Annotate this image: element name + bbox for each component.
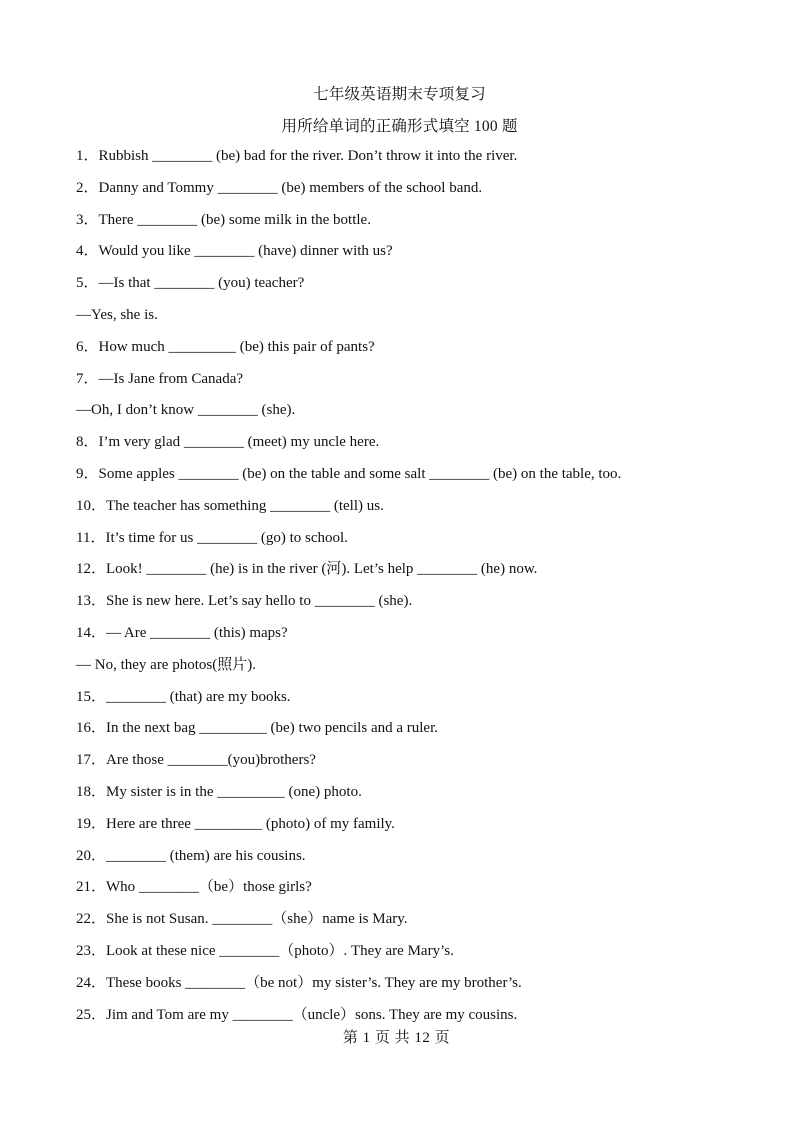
exercise-line-9: 9．Some apples ________ (be) on the table and some salt ________ (be) on the table, too. [76,465,622,482]
exercise-line-4: 4．Would you like ________ (have) dinner with us? [76,243,393,260]
exercise-line-12: 12．Look! ________ (he) is in the river (河). Let’s help ________ (he) now. [76,561,538,578]
exercise-line-14: 14．— Are ________ (this) maps? [76,624,288,641]
exercise-line-1: 1．Rubbish ________ (be) bad for the river. Don’t throw it into the river. [76,148,518,164]
exercise-line-3: 3．There ________ (be) some milk in the bottle. [76,211,371,228]
exercise-line-7-answer: —Oh, I don’t know ________ (she). [76,402,296,419]
exercise-line-21: 21．Who ________（be）those girls? [76,879,312,896]
exercise-line-5: 5．—Is that ________ (you) teacher? [76,275,305,292]
exercise-line-17: 17．Are those ________(you)brothers? [76,752,316,769]
exercise-line-14-answer: — No, they are photos(照片). [76,656,256,673]
exercise-line-18: 18．My sister is in the _________ (one) photo. [76,783,362,800]
exercise-line-8: 8．I’m very glad ________ (meet) my uncle here. [76,434,380,451]
page-subtitle: 用所给单词的正确形式填空 100 题 [281,118,518,135]
exercise-list [76,145,766,1035]
exercise-line-23: 23．Look at these nice ________（photo）. They are Mary’s. [76,942,454,959]
exercise-line-2: 2．Danny and Tommy ________ (be) members of the school band. [76,179,483,196]
exercise-line-15: 15．________ (that) are my books. [76,688,291,705]
exercise-line-6: 6．How much _________ (be) this pair of pants? [76,338,375,355]
exercise-line-11: 11．It’s time for us ________ (go) to school. [76,529,348,546]
exercise-line-5-answer: —Yes, she is. [76,306,158,323]
exercise-line-16: 16．In the next bag _________ (be) two pencils and a ruler. [76,720,438,737]
exercise-line-24: 24．These books ________（be not）my sister’s. They are my brother’s. [76,974,522,991]
page-number: 第 1 页 共 12 页 [342,1030,451,1046]
exercise-line-25: 25．Jim and Tom are my ________（uncle）sons. They are my cousins. [76,1006,518,1023]
exercise-line-20: 20．________ (them) are his cousins. [76,847,306,864]
exercise-line-19: 19．Here are three _________ (photo) of my family. [76,815,395,832]
exercise-line-7: 7．—Is Jane from Canada? [76,370,244,387]
exercise-line-22: 22．She is not Susan. ________（she）name is Mary. [76,911,408,928]
page-title: 七年级英语期末专项复习 [313,86,486,103]
exercise-line-10: 10．The teacher has something ________ (tell) us. [76,497,384,514]
exercise-line-13: 13．She is new here. Let’s say hello to ________ (she). [76,593,413,610]
